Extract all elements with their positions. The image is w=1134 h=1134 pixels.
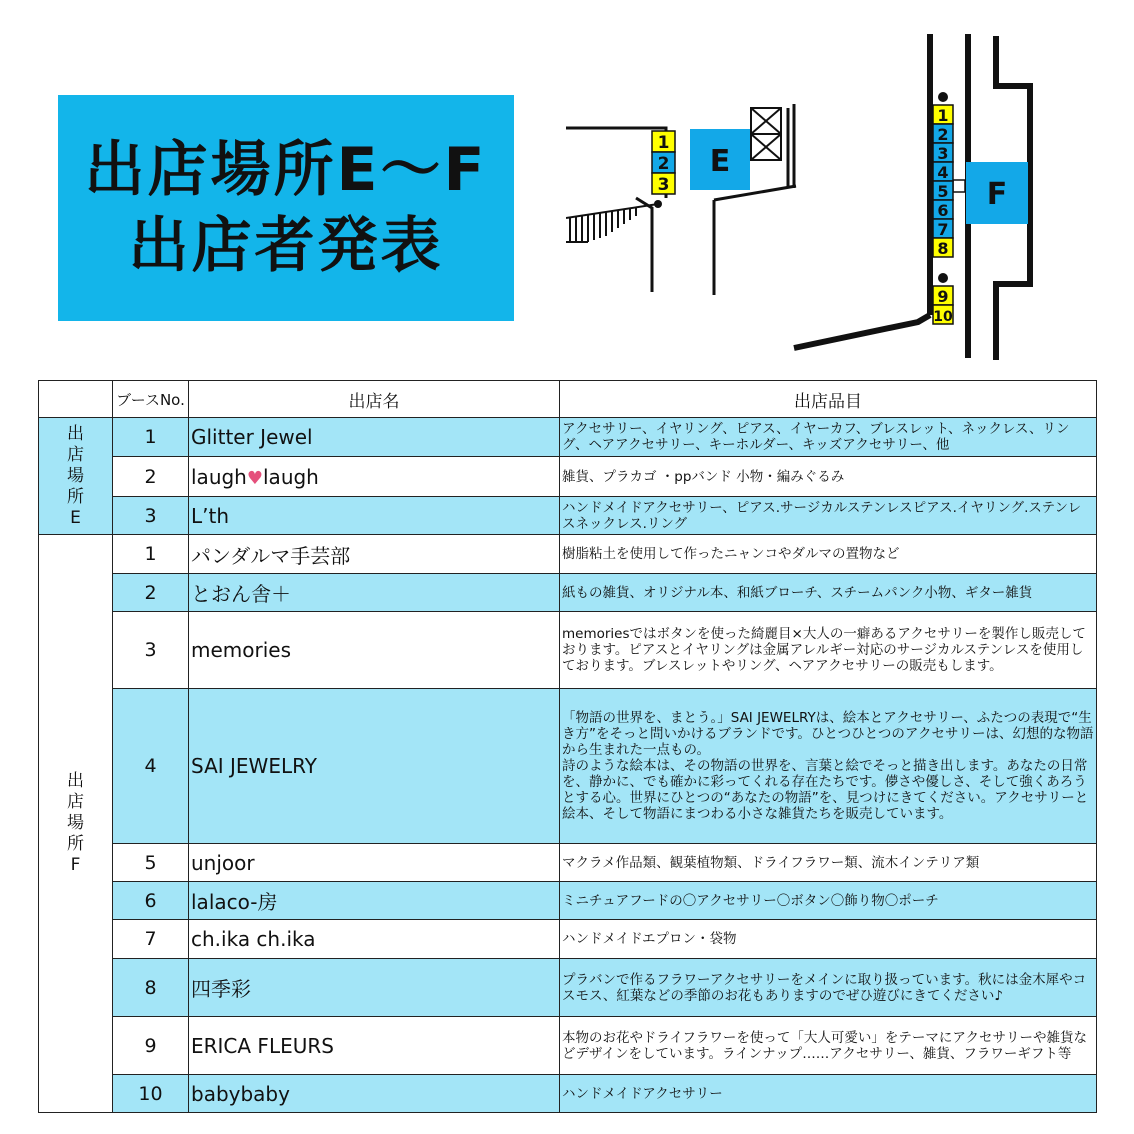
header-shop-name: 出店名 [189, 381, 560, 418]
map-f-booth-9-label: 9 [937, 287, 949, 306]
heart-icon: ♥ [246, 467, 263, 489]
table-row [39, 1017, 1097, 1075]
shop-items: ハンドメイドアクセサリー、ピアス.サージカルステンレスピアス.イヤリング.ステンレスネックレス.リング [560, 497, 1097, 535]
map-f-booth-1-label: 1 [937, 106, 949, 125]
table-row [39, 418, 1097, 457]
shop-name [189, 457, 560, 497]
shop-items: 樹脂粘土を使用して作ったニャンコやダルマの置物など [560, 535, 1097, 574]
shop-items: 本物のお花やドライフラワーを使って「大人可愛い」をテーマにアクセサリーや雑貨などデザインをしています。ラインナップ……アクセサリー、雑貨、フラワーギフト等 [560, 1017, 1097, 1075]
map-area-f [790, 30, 1050, 360]
shop-name: とおん舎＋ [189, 574, 560, 612]
area-e-label-cell [39, 418, 113, 535]
shop-items-paragraph-1: 「物語の世界を、まとう。」SAI JEWELRYは、絵本とアクセサリー、ふたつの表現で“生き方”をそっと問いかけるブランドです。ひとつひとつのアクセサリーは、幻想的な物語から生まれた一点もの。 [562, 710, 1094, 758]
shop-items [560, 689, 1097, 844]
table-row [39, 882, 1097, 920]
booth-no: 3 [113, 612, 189, 689]
shop-name-part-b: laugh [263, 464, 319, 489]
map-f-booth-8-label: 8 [937, 239, 949, 258]
map-area-e [566, 100, 806, 295]
header-booth-no: ブースNo. [113, 381, 189, 418]
shop-items: ミニチュアフードの〇アクセサリー〇ボタン〇飾り物〇ポーチ [560, 882, 1097, 920]
map-f-booth-3-label: 3 [937, 144, 949, 163]
map-f-booth-4-label: 4 [937, 163, 949, 182]
table-row [39, 612, 1097, 689]
booth-no: 9 [113, 1017, 189, 1075]
header-items: 出店品目 [560, 381, 1097, 418]
map-e-booth-3-label: 3 [657, 175, 670, 195]
map-f-booth-2-label: 2 [937, 125, 949, 144]
shop-name: babybaby [189, 1075, 560, 1113]
banner-title-line1: 出店場所E〜F [84, 135, 488, 205]
area-f-label-cell [39, 535, 113, 1113]
shop-name: lalaco-房 [189, 882, 560, 920]
shop-items-paragraph-2: 詩のような絵本は、その物語の世界を、言葉と絵でそっと描き出します。あなたの日常を、静かに、でも確かに彩ってくれる存在たちです。儚さや優しさ、そして強くあろうとする心。世界にひとつの“あなたの物語”を、見つけにきてください。アクセサリーと絵本、そして物語にまつわる小さな雑貨たちを販売しています。 [562, 758, 1089, 822]
shop-name: ERICA FLEURS [189, 1017, 560, 1075]
map-e-booth-2-label: 2 [657, 154, 670, 174]
shop-name: SAI JEWELRY [189, 689, 560, 844]
shop-name: unjoor [189, 844, 560, 882]
shop-items: ハンドメイドアクセサリー [560, 1075, 1097, 1113]
shop-items: memoriesではボタンを使った綺麗目×大人の一癖あるアクセサリーを製作し販売しております。ピアスとイヤリングは金属アレルギー対応のサージカルステンレスを使用しております。ブレスレットやリング、ヘアアクセサリーの販売もします。 [560, 612, 1097, 689]
table-header-row [39, 381, 1097, 418]
booth-no: 6 [113, 882, 189, 920]
table-row [39, 920, 1097, 959]
booth-no: 4 [113, 689, 189, 844]
table-row [39, 959, 1097, 1017]
exhibitor-table [38, 380, 1097, 1113]
shop-name: ch.ika ch.ika [189, 920, 560, 959]
header-area [39, 381, 113, 418]
booth-no: 1 [113, 418, 189, 457]
booth-no: 8 [113, 959, 189, 1017]
map-e-booth-1-label: 1 [657, 133, 670, 153]
shop-name: 四季彩 [189, 959, 560, 1017]
map-f-area-label: F [986, 177, 1008, 212]
shop-name: memories [189, 612, 560, 689]
map-f-booth-5-label: 5 [937, 182, 949, 201]
map-f-booth-10-label: 10 [933, 309, 953, 325]
booth-no: 5 [113, 844, 189, 882]
table-row [39, 574, 1097, 612]
table-row [39, 1075, 1097, 1113]
shop-name: L’th [189, 497, 560, 535]
booth-no: 3 [113, 497, 189, 535]
shop-items: ハンドメイドエプロン・袋物 [560, 920, 1097, 959]
booth-no: 2 [113, 457, 189, 497]
booth-no: 2 [113, 574, 189, 612]
booth-no: 10 [113, 1075, 189, 1113]
table-row [39, 535, 1097, 574]
shop-items: プラバンで作るフラワーアクセサリーをメインに取り扱っています。秋には金木犀やコスモス、紅葉などの季節のお花もありますのでぜひ遊びにきてください♪ [560, 959, 1097, 1017]
table-row [39, 689, 1097, 844]
table-row [39, 497, 1097, 535]
shop-items: 雑貨、プラカゴ ・ppバンド 小物・編みぐるみ [560, 457, 1097, 497]
table-row [39, 844, 1097, 882]
map-f-booth-7-label: 7 [937, 220, 949, 239]
booth-no: 1 [113, 535, 189, 574]
map-f-booth-6-label: 6 [937, 201, 949, 220]
table-row [39, 457, 1097, 497]
booth-no: 7 [113, 920, 189, 959]
area-f-label: 出店場所F [67, 771, 84, 875]
shop-items: 紙もの雑貨、オリジナル本、和紙ブローチ、スチームパンク小物、ギター雑貨 [560, 574, 1097, 612]
area-e-label: 出店場所E [67, 423, 84, 528]
shop-name-part-a: laugh [191, 464, 247, 489]
shop-items: マクラメ作品類、観葉植物類、ドライフラワー類、流木インテリア類 [560, 844, 1097, 882]
banner-title-line2: 出店者発表 [128, 211, 444, 281]
shop-name: Glitter Jewel [189, 418, 560, 457]
title-banner [58, 95, 514, 321]
map-e-area-label: E [709, 144, 731, 179]
shop-name: パンダルマ手芸部 [189, 535, 560, 574]
shop-items: アクセサリー、イヤリング、ピアス、イヤーカフ、ブレスレット、ネックレス、リング、ヘアアクセサリー、キーホルダー、キッズアクセサリー、他 [560, 418, 1097, 457]
